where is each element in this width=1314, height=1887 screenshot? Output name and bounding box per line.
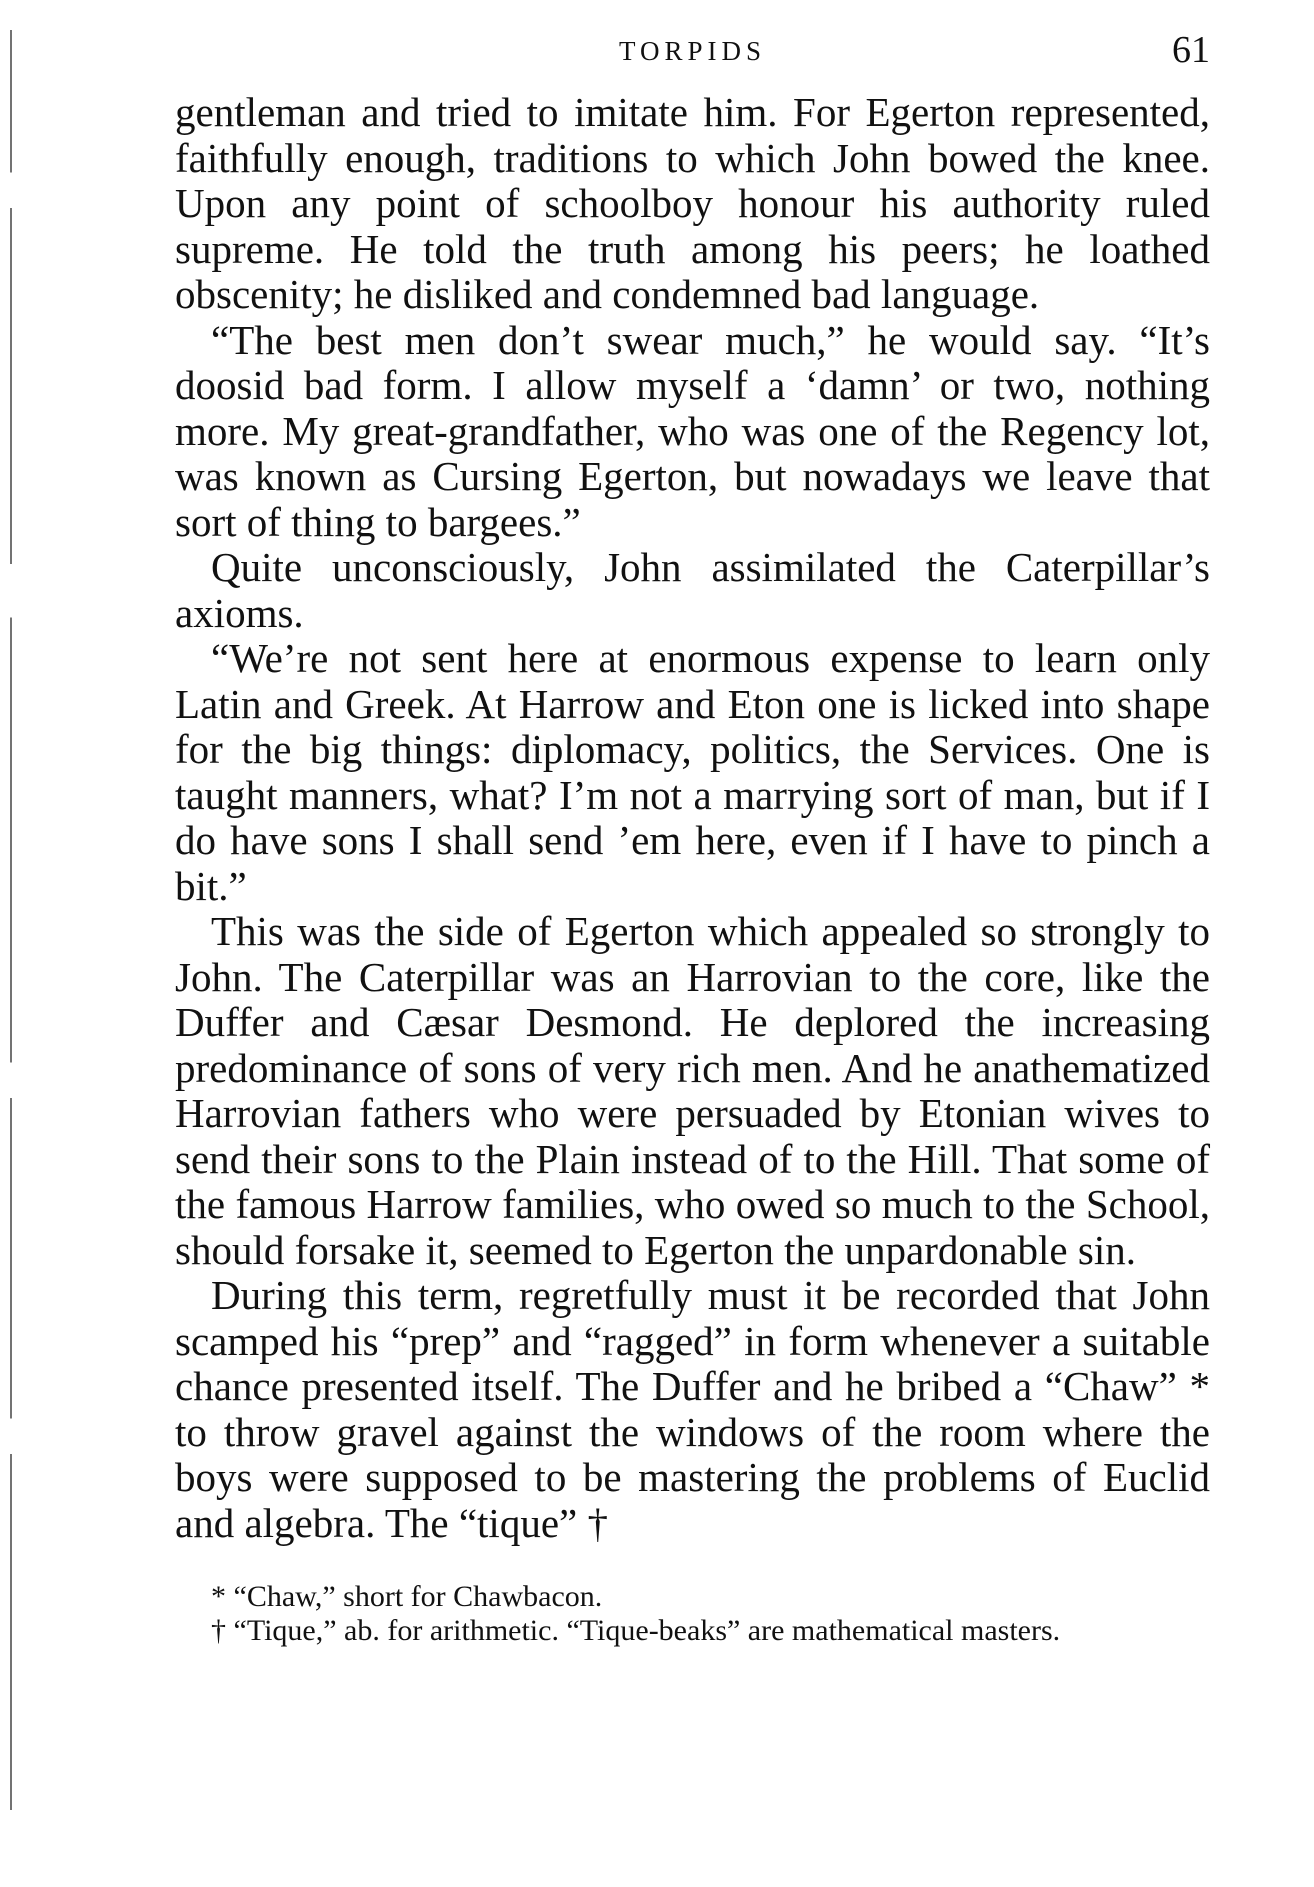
- footnote-chaw: * “Chaw,” short for Chawbacon.: [211, 1580, 603, 1613]
- body-text: [175, 90, 1210, 1546]
- paragraph-2: “The best men don’t swear much,” he would say. “It’s doosid bad form. I allow myself a ‘damn’ or two, nothing more. My great-grandfather, who was one of the Regency lot, was known as Cursing Egerton, but nowadays we leave that sort of thing to bargees.”: [175, 316, 1210, 545]
- footnotes: [175, 1580, 1210, 1648]
- paragraph-4: “We’re not sent here at enormous expense to learn only Latin and Greek. At Harrow and Eton one is licked into shape for the big things: diplomacy, politics, the Services. One is taught manners, what? I’m not a marrying sort of man, but if I do have sons I shall send ’em here, even if I have to pinch a bit.”: [175, 635, 1210, 909]
- page-number: 61: [1172, 29, 1210, 71]
- running-title: TORPIDS: [618, 36, 767, 66]
- footnote-tique: † “Tique,” ab. for arithmetic. “Tique-beaks” are mathematical masters.: [211, 1614, 1061, 1647]
- paragraph-1: gentleman and tried to imitate him. For Egerton represented, faithfully enough, traditions to which John bowed the knee. Upon any point of schoolboy honour his authority ruled supreme. He told the truth among his peers; he loathed obscenity; he disliked and condemned bad language.: [175, 89, 1210, 317]
- paragraph-6: During this term, regretfully must it be recorded that John scamped his “prep” and “ragged” in form whenever a suitable chance presented itself. The Duffer and he bribed a “Chaw” * to throw gravel against the windows of the room where the boys were supposed to be mastering the problems of Euclid and algebra. The “tique” †: [175, 1272, 1210, 1546]
- page-gutter-edge: [10, 30, 12, 1810]
- paragraph-3: Quite unconsciously, John assimilated the Caterpillar’s axioms.: [175, 544, 1210, 636]
- page-header: [175, 28, 1210, 90]
- paragraph-5: This was the side of Egerton which appealed so strongly to John. The Caterpillar was an Harrovian to the core, like the Duffer and Cæsar Desmond. He deplored the increasing predominance of sons of very rich men. And he anathematized Harrovian fathers who were persuaded by Etonian wives to send their sons to the Plain instead of to the Hill. That some of the famous Harrow families, who owed so much to the School, should forsake it, seemed to Egerton the unpardonable sin.: [175, 908, 1210, 1273]
- book-page: [175, 28, 1210, 1648]
